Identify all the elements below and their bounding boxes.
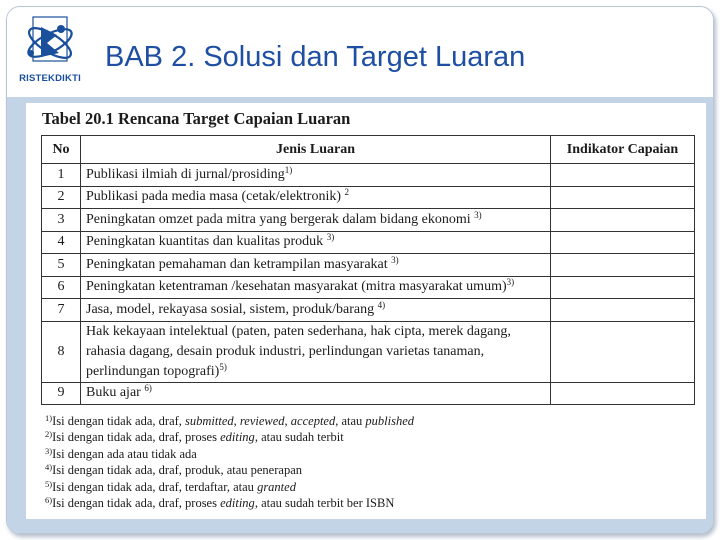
footnote: $^{3)}$Isi dengan ada atau tidak ada bbox=[45, 445, 197, 461]
slide-frame bbox=[6, 6, 714, 534]
jenis-luaran-cell bbox=[81, 164, 551, 187]
row-number: 7 bbox=[42, 299, 81, 322]
jenis-luaran-cell bbox=[81, 254, 551, 277]
footnote-mark: 1) bbox=[284, 164, 293, 175]
table-title: Tabel 20.1 Rencana Target Capaian Luaran bbox=[42, 109, 351, 128]
footnote: $^{2)}$Isi dengan tidak ada, draf, proses editing, atau sudah terbit bbox=[45, 429, 344, 445]
row-text: Publikasi pada media masa (cetak/elektronik) bbox=[86, 189, 342, 205]
table-row bbox=[42, 231, 695, 254]
jenis-luaran-cell bbox=[81, 382, 551, 405]
indikator-cell bbox=[551, 231, 695, 254]
footnote-mark: 2) bbox=[45, 429, 53, 440]
row-number: 1 bbox=[42, 164, 81, 187]
footnote-mark: 5) bbox=[219, 361, 227, 372]
header-no: No bbox=[42, 136, 81, 164]
slide-header bbox=[7, 7, 713, 95]
footnote-mark: 6) bbox=[144, 383, 152, 394]
target-luaran-table bbox=[41, 135, 695, 405]
jenis-luaran-cell bbox=[81, 231, 551, 254]
table-row bbox=[42, 254, 695, 277]
table-row bbox=[42, 276, 695, 299]
header-jenis-luaran: Jenis Luaran bbox=[81, 136, 551, 164]
indikator-cell bbox=[551, 382, 695, 405]
footnote-mark: 3) bbox=[391, 254, 399, 265]
row-text: Jasa, model, rekayasa sosial, sistem, produk/barang bbox=[86, 301, 375, 317]
footnote: $^{6)}$Isi dengan tidak ada, draf, proses editing, atau sudah terbit ber ISBN bbox=[45, 494, 395, 510]
table-row bbox=[42, 382, 695, 405]
row-number: 2 bbox=[42, 186, 81, 209]
footnote-mark: 3) bbox=[506, 277, 515, 288]
footnote-mark: 3) bbox=[326, 232, 335, 243]
row-number: 8 bbox=[42, 321, 81, 382]
row-text: Buku ajar bbox=[86, 385, 141, 401]
table-row bbox=[42, 299, 695, 322]
footnote-mark: 3) bbox=[45, 445, 53, 456]
table-row bbox=[42, 321, 695, 382]
jenis-luaran-cell bbox=[81, 276, 551, 299]
footnote-mark: 1) bbox=[45, 413, 53, 423]
row-text: Publikasi ilmiah di jurnal/prosiding bbox=[86, 166, 285, 182]
footnotes bbox=[45, 413, 414, 511]
footnote-mark: 3) bbox=[474, 209, 482, 220]
table-row bbox=[42, 164, 695, 187]
jenis-luaran-cell bbox=[81, 321, 551, 382]
footnote: $^{5)}$Isi dengan tidak ada, draf, terdaftar, atau granted bbox=[45, 478, 296, 494]
footnote: $^{4)}$Isi dengan tidak ada, draf, produk, atau penerapan bbox=[45, 462, 302, 478]
document-image bbox=[26, 103, 706, 519]
row-text-line: Hak kekayaan intelektual (paten, paten sederhana, hak cipta, merek dagang, bbox=[86, 323, 511, 339]
indikator-cell bbox=[551, 276, 695, 299]
row-number: 5 bbox=[42, 254, 81, 277]
footnote-mark: 4) bbox=[45, 462, 53, 473]
footnote-mark: 4) bbox=[377, 299, 386, 310]
jenis-luaran-cell bbox=[81, 186, 551, 209]
row-text-line: rahasia dagang, desain produk industri, perlindungan varietas tanaman, bbox=[86, 343, 485, 359]
indikator-cell bbox=[551, 164, 695, 187]
table-row bbox=[42, 209, 695, 232]
row-number: 6 bbox=[42, 276, 81, 299]
footnote-mark: 5) bbox=[45, 478, 53, 489]
logo-text: RISTEKDIKTI bbox=[19, 73, 81, 84]
row-number: 3 bbox=[42, 209, 81, 232]
ristekdikti-logo bbox=[17, 13, 83, 93]
header-indikator-capaian: Indikator Capaian bbox=[551, 136, 695, 164]
row-text: Peningkatan kuantitas dan kualitas produk bbox=[86, 234, 324, 250]
row-number: 4 bbox=[42, 231, 81, 254]
row-text: Peningkatan pemahaman dan ketrampilan masyarakat bbox=[86, 256, 388, 272]
slide-title: BAB 2. Solusi dan Target Luaran bbox=[105, 41, 526, 73]
row-text: Peningkatan omzet pada mitra yang bergerak dalam bidang ekonomi bbox=[86, 211, 471, 227]
jenis-luaran-cell bbox=[81, 209, 551, 232]
indikator-cell bbox=[551, 254, 695, 277]
jenis-luaran-cell bbox=[81, 299, 551, 322]
indikator-cell bbox=[551, 186, 695, 209]
row-text-line: perlindungan topografi) bbox=[86, 363, 220, 379]
row-text: Peningkatan ketentraman /kesehatan masyarakat (mitra masyarakat umum) bbox=[86, 279, 507, 295]
table-header-row bbox=[42, 136, 695, 164]
footnote: $^{1)}$Isi dengan tidak ada, draf, submitted, reviewed, accepted, atau published bbox=[45, 413, 415, 428]
footnote-mark: 6) bbox=[45, 494, 53, 505]
indikator-cell bbox=[551, 299, 695, 322]
row-number: 9 bbox=[42, 382, 81, 405]
table-row bbox=[42, 186, 695, 209]
indikator-cell bbox=[551, 209, 695, 232]
ristekdikti-emblem-icon bbox=[17, 13, 83, 75]
indikator-cell bbox=[551, 321, 695, 382]
footnote-mark: 2 bbox=[344, 187, 350, 198]
